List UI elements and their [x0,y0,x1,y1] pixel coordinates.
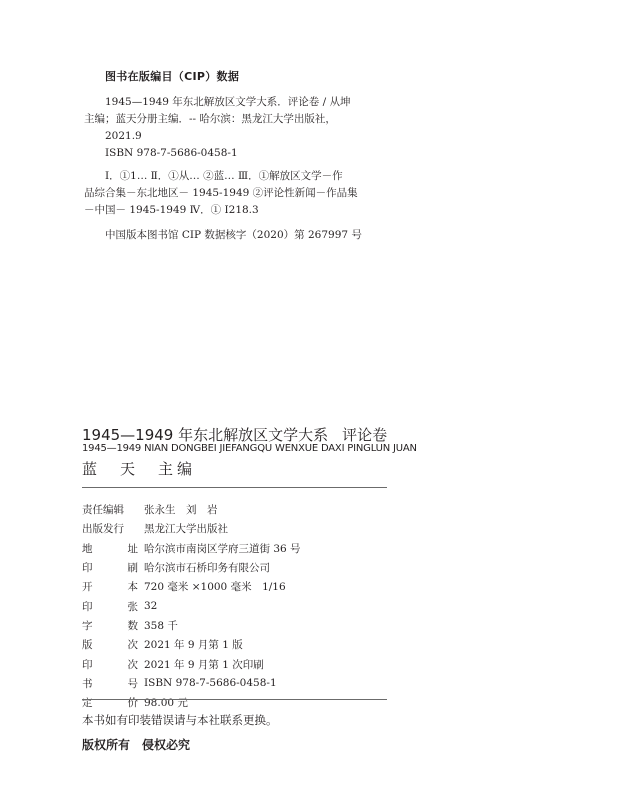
cip-classification-line: 品综合集－东北地区－ 1945-1949 ②评论性新闻－作品集 [84,187,358,199]
book-editor: 蓝 天 主编 [82,460,197,478]
info-row-publisher [82,519,382,538]
cip-classification [84,168,414,219]
defect-notice: 本书如有印装错误请与本社联系更换。 [82,713,278,727]
book-title-main: 1945—1949 年东北解放区文学大系 [82,426,329,444]
cip-entry [84,94,414,162]
info-value: 32 [144,600,158,613]
publication-info [82,500,382,712]
cip-entry-line: 主编；蓝天分册主编．-- 哈尔滨：黑龙江大学出版社， [84,113,336,125]
cip-number [84,227,414,244]
info-value: 哈尔滨市南岗区学府三道街 36 号 [144,542,301,555]
info-row-isbn [82,674,382,693]
cip-number-line: 中国版本图书馆 CIP 数据核字（2020）第 267997 号 [105,229,362,241]
info-label: 字 数 [82,619,138,632]
info-row-word-count [82,616,382,635]
cip-entry-line: 1945—1949 年东北解放区文学大系．评论卷 / 从坤 [105,96,351,108]
info-row-editor-in-charge [82,500,382,519]
info-value: 黑龙江大学出版社 [144,523,228,536]
divider-bottom [82,699,387,700]
book-subtitle: 评论卷 [342,426,388,444]
info-value: 2021 年 9 月第 1 版 [144,639,243,652]
book-title [82,424,387,445]
book-title-pinyin: 1945—1949 NIAN DONGBEI JIEFANGQU WENXUE DAXI PINGLUN JUAN [82,443,417,454]
info-value: 哈尔滨市石桥印务有限公司 [144,562,270,575]
cip-entry-line: 2021.9 [105,130,142,142]
cip-heading: 图书在版编目（CIP）数据 [105,70,240,83]
cip-entry-line: ISBN 978-7-5686-0458-1 [105,147,238,159]
info-value: 358 千 [144,619,178,632]
info-value: 张永生 刘 岩 [144,504,218,517]
cip-classification-line: －中国－ 1945-1949 Ⅳ．① I218.3 [84,204,259,216]
info-row-edition [82,635,382,654]
info-row-printing [82,654,382,673]
rights-statement: 版权所有 侵权必究 [82,738,191,752]
info-value: 720 毫米 ×1000 毫米 1/16 [144,581,286,594]
info-row-format [82,577,382,596]
info-row-address [82,539,382,558]
info-label: 印 刷 [82,562,138,575]
cip-classification-line: Ⅰ．①1… Ⅱ．①从… ②蓝… Ⅲ．①解放区文学－作 [105,170,343,182]
divider-top [82,487,387,488]
info-label: 开 本 [82,581,138,594]
info-value: ISBN 978-7-5686-0458-1 [144,677,277,690]
info-row-sheets [82,596,382,615]
info-row-printer [82,558,382,577]
info-value: 2021 年 9 月第 1 次印刷 [144,658,264,671]
info-label: 地 址 [82,542,138,555]
info-label: 责任编辑 [82,504,124,517]
info-label: 印 张 [82,600,138,613]
info-label: 印 次 [82,658,138,671]
info-label: 定 价 [82,697,138,710]
info-label: 书 号 [82,677,138,690]
info-value: 98.00 元 [144,697,188,710]
info-label: 版 次 [82,639,138,652]
info-row-price [82,693,382,712]
info-label: 出版发行 [82,523,124,536]
